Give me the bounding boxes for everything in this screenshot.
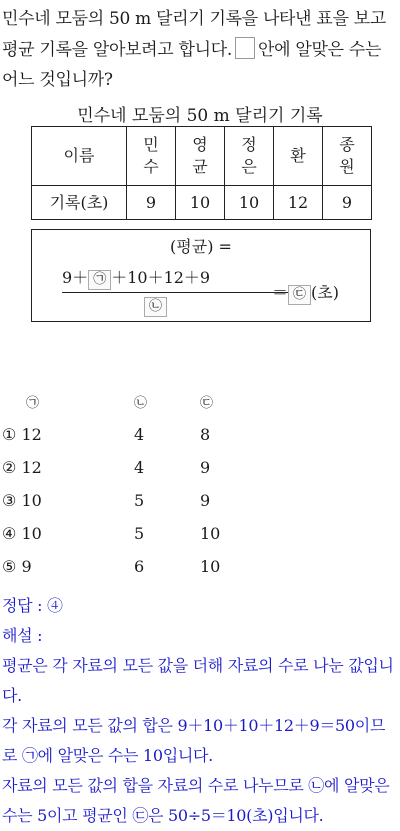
- answer-line: 정답 : ④: [2, 596, 63, 615]
- option-c: 10: [200, 524, 221, 543]
- unit-label: (초): [311, 283, 339, 302]
- formula-box: [31, 229, 371, 322]
- option-a: 12: [21, 425, 42, 444]
- name-bottom: 원: [339, 157, 355, 176]
- name-bottom: 은: [241, 157, 257, 176]
- option-b: 4: [134, 458, 145, 477]
- header-a: ㉠: [26, 396, 40, 411]
- option-mark: ①: [2, 425, 17, 444]
- value-cell: 10: [225, 186, 274, 220]
- header-b: ㉡: [134, 396, 148, 411]
- header-c: ㉢: [200, 396, 214, 411]
- value-cell: 10: [176, 186, 225, 220]
- explanation-text: 각 자료의 모든 값의 합은 9＋10＋10＋12＋9＝50이므로 ㉠에 알맞은 수는 10입니다.: [2, 716, 386, 765]
- name-top: 영: [192, 135, 208, 154]
- answer-blank-box: [235, 37, 255, 59]
- answer-section: [2, 591, 398, 831]
- explanation-label: 해설 :: [2, 626, 43, 645]
- option-mark: ②: [2, 458, 17, 477]
- option-b: 6: [134, 557, 145, 576]
- option-b: 4: [134, 425, 145, 444]
- fraction-bar: [62, 292, 298, 293]
- option-a: 10: [21, 524, 42, 543]
- question-part1: 민수네 모둠의 50 m 달리기 기록을 나타낸 표을 보고 평균 기록을 알아보려고 합니다.: [2, 9, 387, 60]
- option-b: 5: [134, 491, 145, 510]
- formula-title: (평균) =: [170, 237, 232, 256]
- blank-c-box: ㉢: [288, 285, 311, 305]
- option-a: 12: [21, 458, 42, 477]
- formula-numerator: [62, 265, 210, 290]
- table-value-row: [32, 186, 372, 220]
- name-cell: [274, 127, 323, 186]
- option-a: 9: [21, 557, 32, 576]
- blank-b-box: ㉡: [144, 297, 167, 317]
- numerator-start: 9＋: [62, 268, 89, 287]
- name-top: 정: [241, 135, 257, 154]
- name-single: 환: [290, 146, 306, 165]
- blank-a-box: ㉠: [88, 270, 111, 290]
- name-cell: [323, 127, 372, 186]
- option-b: 5: [134, 524, 145, 543]
- name-bottom: 수: [143, 157, 159, 176]
- value-cell: 9: [127, 186, 176, 220]
- name-top: 민: [143, 135, 159, 154]
- explanation-text: 자료의 모든 값의 합을 자료의 수로 나누므로 ㉡에 알맞은 수는 5이고 평균인 ㉢은 50÷5＝10(초)입니다.: [2, 776, 390, 825]
- option-c: 8: [200, 425, 211, 444]
- header-label: 이름: [32, 127, 127, 186]
- name-cell: [225, 127, 274, 186]
- question-part2: 안에 알맞은 수는 어느 것입니까?: [2, 39, 382, 90]
- explanation-text: 평균은 각 자료의 모든 값을 더해 자료의 수로 나눈 값입니다.: [2, 656, 394, 705]
- question-text: [2, 4, 398, 96]
- record-table: [31, 126, 372, 220]
- name-top: 종: [339, 135, 355, 154]
- option-mark: ③: [2, 491, 17, 510]
- table-caption: 민수네 모둠의 50 m 달리기 기록: [77, 106, 323, 126]
- option-a: 10: [21, 491, 42, 510]
- equals-sign: ＝: [272, 283, 289, 302]
- numerator-end: ＋10＋12＋9: [111, 268, 211, 287]
- option-mark: ⑤: [2, 557, 17, 576]
- name-cell: [176, 127, 225, 186]
- value-cell: 9: [323, 186, 372, 220]
- formula-denominator: [144, 295, 167, 317]
- row-label: 기록(초): [32, 186, 127, 220]
- option-c: 10: [200, 557, 221, 576]
- option-c: 9: [200, 491, 211, 510]
- value-cell: 12: [274, 186, 323, 220]
- formula-result: [272, 280, 339, 305]
- option-mark: ④: [2, 524, 17, 543]
- option-c: 9: [200, 458, 211, 477]
- table-header-row: [32, 127, 372, 186]
- name-cell: [127, 127, 176, 186]
- name-bottom: 균: [192, 157, 208, 176]
